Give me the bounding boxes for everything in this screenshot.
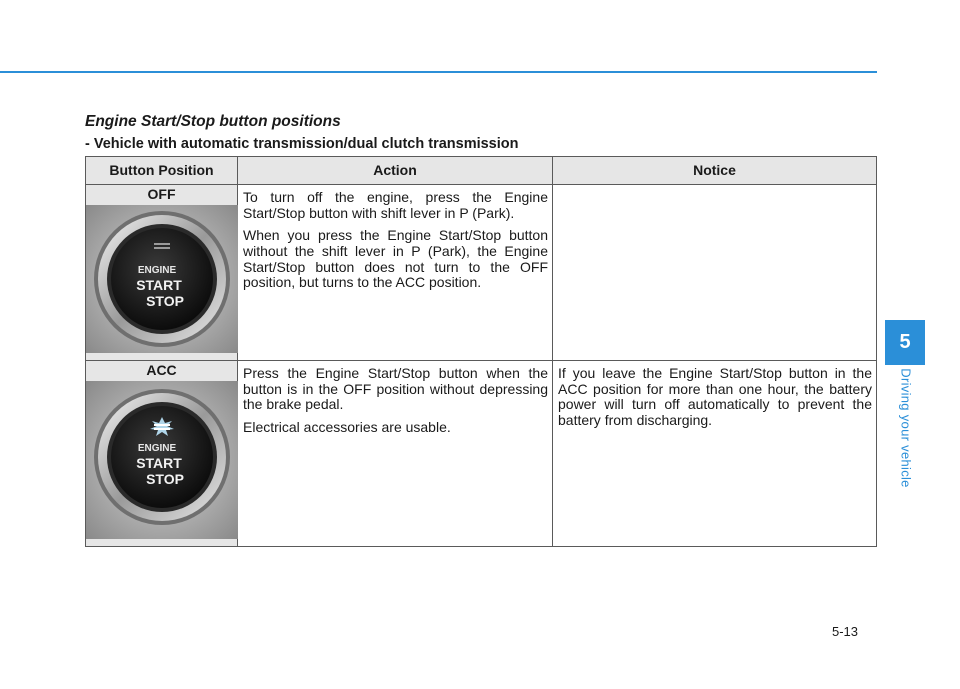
position-cell-acc <box>86 361 238 547</box>
notice-cell-off <box>553 185 877 361</box>
engine-start-stop-button-acc-image <box>86 381 238 539</box>
action-acc-paragraph-1: Press the Engine Start/Stop button when the button is in the OFF position without depressing the brake pedal. <box>243 365 548 413</box>
engine-start-stop-button-off-image <box>86 205 238 353</box>
action-off-paragraph-1: To turn off the engine, press the Engine Start/Stop button with shift lever in P (Park). <box>243 189 548 221</box>
table-header-row <box>86 157 877 185</box>
indicator-icon <box>154 243 170 245</box>
notice-cell-acc: If you leave the Engine Start/Stop button in the ACC position for more than one hour, the battery power will turn off automatically to prevent the battery from discharging. <box>553 361 877 547</box>
chapter-title: Driving your vehicle <box>898 368 914 488</box>
section-subtitle: - Vehicle with automatic transmission/dual clutch transmission <box>85 136 519 152</box>
action-cell-acc <box>238 361 553 547</box>
position-name-acc: ACC <box>146 362 177 378</box>
action-off-paragraph-2: When you press the Engine Start/Stop button without the shift lever in P (Park), the Engine Start/Stop button does not turn to the OFF position, but turns to the ACC position. <box>243 227 548 291</box>
action-cell-off <box>238 185 553 361</box>
action-acc-paragraph-2: Electrical accessories are usable. <box>243 419 451 436</box>
button-label-start: START <box>136 277 182 293</box>
chapter-number-tab: 5 <box>885 320 925 365</box>
button-label-stop: STOP <box>146 471 184 487</box>
page-number: 5-13 <box>832 624 859 639</box>
button-label-start: START <box>136 455 182 471</box>
column-header-position: Button Position <box>86 157 238 185</box>
button-positions-table <box>85 156 877 547</box>
position-cell-off <box>86 185 238 361</box>
button-label-engine: ENGINE <box>137 265 177 276</box>
position-name-off: OFF <box>147 186 176 202</box>
column-header-notice: Notice <box>553 157 877 185</box>
table-row-off <box>86 185 877 361</box>
table-row-acc <box>86 361 877 547</box>
button-label-engine: ENGINE <box>137 443 177 454</box>
button-label-stop: STOP <box>146 293 184 309</box>
header-rule <box>0 71 877 73</box>
column-header-action: Action <box>238 157 553 185</box>
section-title: Engine Start/Stop button positions <box>85 113 341 130</box>
